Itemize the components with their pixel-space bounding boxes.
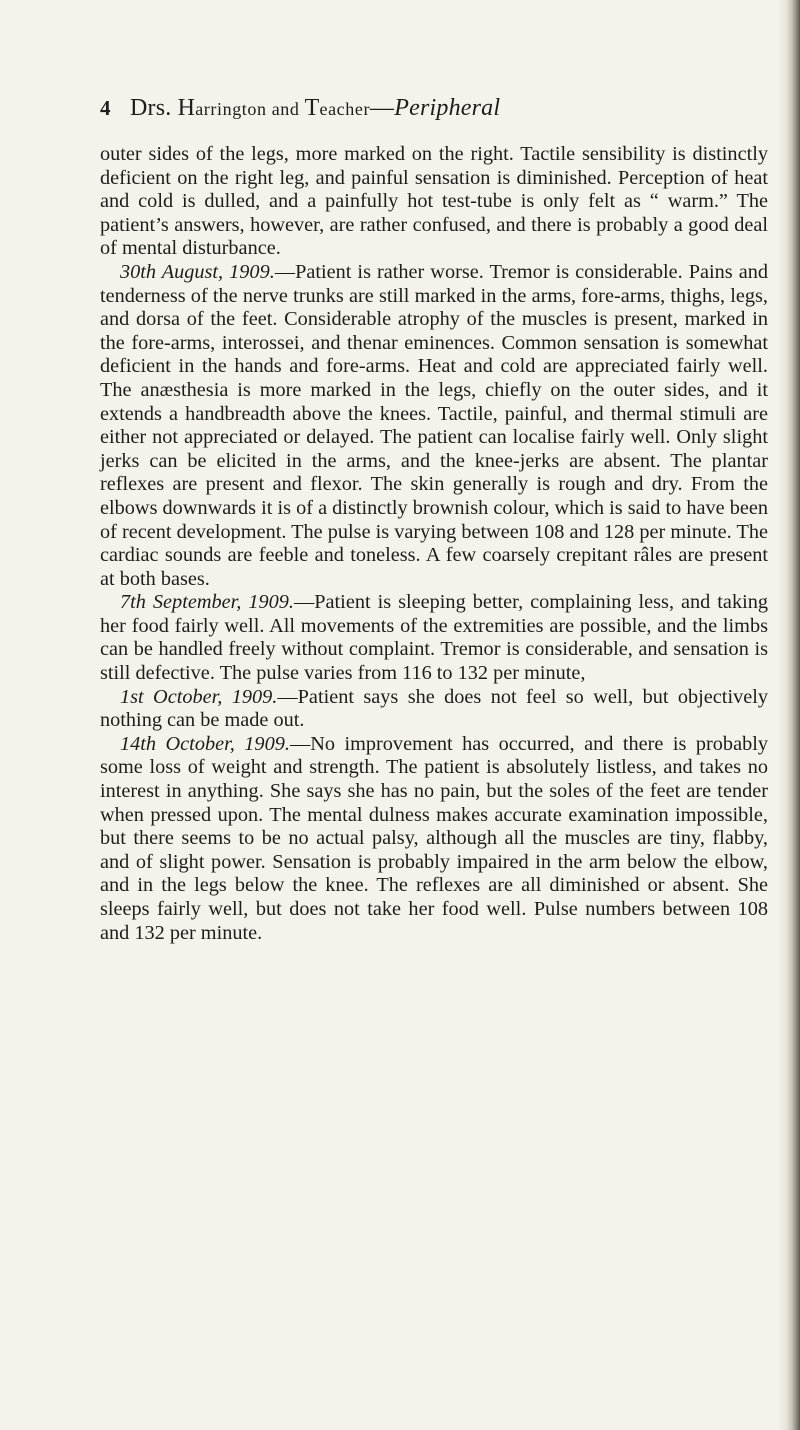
page-gutter-shadow: [776, 0, 786, 1430]
entry-text: —Patient is sleeping better, complaining less, and taking her food fairly well. All movements of the extremities are possible, and the limbs can be handled freely without complaint. Tremor is considerable, and sensation is still defective. The pulse varies from 116 to 132 per minute,: [100, 591, 768, 685]
section-title: Peripheral: [394, 95, 501, 121]
entry-1st-october: [100, 686, 768, 733]
body-text: [100, 143, 768, 945]
author-rest-t: eacher: [319, 99, 371, 119]
entry-text: —No improvement has occurred, and there is probably some loss of weight and strength. The patient is absolutely listless, and takes no interest in anything. She says she has no pain, but the soles of the feet are tender when pressed upon. The mental dulness makes accurate examination impossible, but there seems to be no actual palsy, although all the muscles are tiny, flabby, and of slight power. Sensation is probably impaired in the arm below the elbow, and in the legs below the knee. The reflexes are all diminished or absent. She sleeps fairly well, but does not take her food well. Pulse numbers between 108 and 132 per minute.: [100, 732, 768, 944]
entry-text: —Patient is rather worse. Tremor is considerable. Pains and tenderness of the nerve trunks are still marked in the arms, fore-arms, thighs, legs, and dorsa of the feet. Considerable atrophy of the muscles is present, marked in the fore-arms, interossei, and thenar eminences. Common sensation is somewhat deficient in the hands and fore-arms. Heat and cold are appreciated fairly well. The anæsthesia is more marked in the legs, chiefly on the outer sides, and it extends a handbreadth above the knees. Tactile, painful, and thermal stimuli are either not appreciated or delayed. The patient can localise fairly well. Only slight jerks can be elicited in the arms, and the knee-jerks are absent. The plantar reflexes are present and flexor. The skin generally is rough and dry. From the elbows downwards it is of a distinctly brownish colour, which is said to have been of recent development. The pulse is varying between 108 and 128 per minute. The cardiac sounds are feeble and toneless. A few coarsely crepitant râles are present at both bases.: [100, 260, 769, 590]
header-dash: —: [370, 95, 395, 121]
authors-drs: Drs.: [130, 95, 172, 121]
author-rest-h: arrington: [195, 99, 267, 119]
entry-30th-august: [100, 261, 768, 591]
entry-date: 14th October, 1909.: [120, 732, 290, 755]
authors-and: and: [266, 99, 305, 119]
running-header: [100, 94, 790, 128]
paragraph-continued: [100, 143, 768, 261]
page-edge: [786, 0, 800, 1430]
entry-date: 1st October, 1909.: [120, 685, 278, 708]
running-head-title: [130, 94, 500, 123]
page-number: 4: [100, 96, 111, 120]
entry-14th-october: [100, 733, 768, 945]
author-initial-h: H: [177, 95, 196, 121]
author-initial-t: T: [304, 95, 320, 121]
entry-date: 7th September, 1909.: [120, 591, 294, 614]
entry-text: —Patient says she does not feel so well, but objectively nothing can be made out.: [100, 685, 768, 732]
entry-7th-september: [100, 591, 768, 685]
entry-date: 30th August, 1909.: [120, 260, 275, 283]
paragraph-text: outer sides of the legs, more marked on the right. Tactile sensibility is distinctly deficient on the right leg, and painful sensation is diminished. Perception of heat and cold is dulled, and a painfully hot test-tube is only felt as “ warm.” The patient’s answers, however, are rather confused, and there is probably a good deal of mental disturbance.: [100, 143, 768, 260]
